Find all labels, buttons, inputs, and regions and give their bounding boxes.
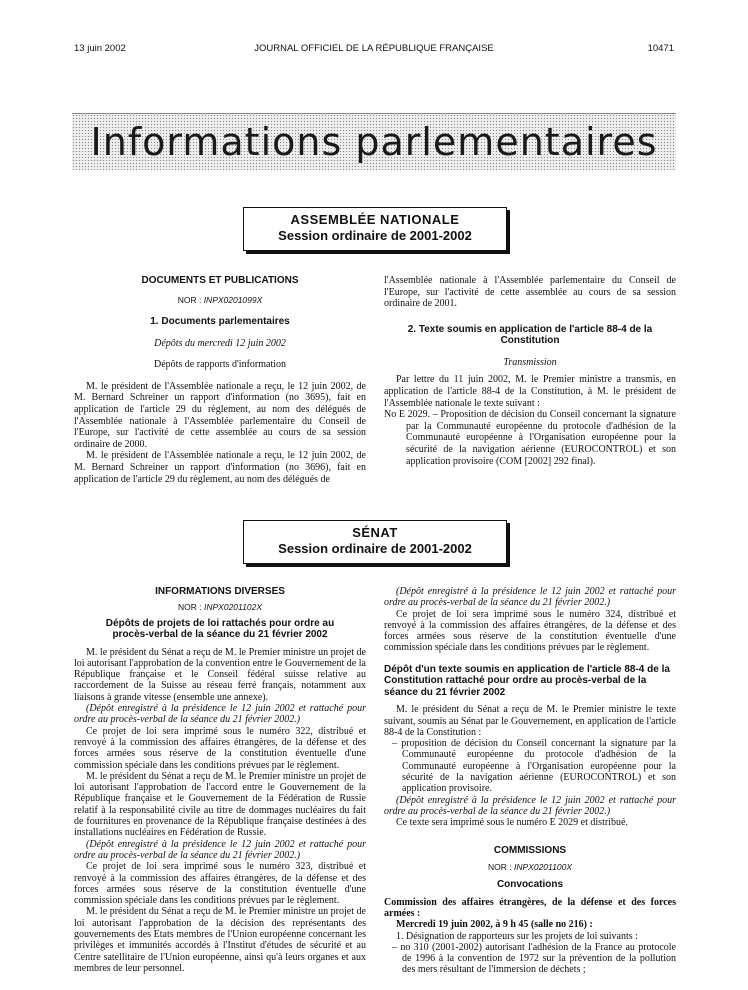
text-item-e2029: No E 2029. – Proposition de décision du Conseil concernant la signature par la Communauté européenne du protocole d'adhésion de la Communauté européenne à l'Organisation européenne pour la sécurité de la navigation aérienne (EUROCONTROL) et son application provisoire (COM [2002] 292 final).	[384, 409, 676, 467]
senat-right-column	[384, 586, 676, 976]
assemblee-session-box	[243, 207, 507, 251]
nor-code: INPX0201099X	[203, 294, 263, 305]
header-page-number: 10471	[647, 43, 674, 54]
paragraph: Ce texte sera imprimé sous le numéro E 2029 et distribué.	[396, 817, 628, 829]
documents-publications-heading: DOCUMENTS ET PUBLICATIONS	[141, 275, 299, 286]
nor-reference	[74, 295, 366, 307]
article-88-4-heading: Dépôt d'un texte soumis en application de l'article 88-4 de la Constitution rattaché pour ordre au procès-verbal de la séance du 21 février 2002	[384, 663, 670, 698]
commission-heading: Commission des affaires étrangères, de la défense et des forces armées :	[384, 896, 676, 919]
list-item: – proposition de décision du Conseil concernant la signature par la Communauté européenne du protocole d'adhésion de la Communauté européenne à l'Organisation européenne pour la sécurité de la navigation aérienne (EUROCONTROL) et son application provisoire.	[392, 738, 676, 795]
paragraph: Ce projet de loi sera imprimé sous le numéro 323, distribué et renvoyé à la commission des affaires étrangères, de la défense et des forces armées sous réserve de la constitution éventuelle d'une commission spéciale dans les conditions prévues par le règlement.	[74, 861, 366, 907]
nor-reference	[384, 862, 676, 873]
transmission-subheading: Transmission	[503, 356, 557, 368]
header-date: 13 juin 2002	[74, 43, 126, 54]
nor-code: INPX0201102X	[204, 602, 262, 613]
paragraph: Ce projet de loi sera imprimé sous le numéro 324, distribué et renvoyé à la commission des affaires étrangères, de la défense et des forces armées sous réserve de la constitution éventuelle d'une commission spéciale dans les conditions prévues par le règlement.	[384, 608, 676, 654]
reports-subheading: Dépôts de rapports d'information	[153, 359, 287, 371]
assemblee-box-title: ASSEMBLÉE NATIONALE	[290, 212, 460, 227]
paragraph: Ce projet de loi sera imprimé sous le numéro 322, distribué et renvoyé à la commission des affaires étrangères, de la défense et des forces armées sous réserve de la constitution éventuelle d'une commission spéciale dans les conditions prévues par le règlement.	[74, 725, 366, 771]
paragraph: M. le président de l'Assemblée nationale a reçu, le 12 juin 2002, de M. Bernard Schreiner un rapport d'information (no 3696), fait en application de l'article 29 du règlement, au nom des délégués de	[74, 450, 366, 485]
nor-label: NOR :	[178, 602, 202, 613]
senat-box-session: Session ordinaire de 2001-2002	[278, 541, 472, 556]
paragraph: M. le président du Sénat a reçu de M. le Premier ministre un projet de loi autorisant l'approbation de la décision des représentants des gouvernements des Etats membres de l'Union européenne concernant les privilèges et immunités accordés à l'Institut d'études de sécurité et au Centre satellitaire de l'Union européenne, ainsi qu'à leurs organes et aux membres de leur personnel.	[74, 906, 366, 974]
convocations-heading: Convocations	[496, 879, 564, 891]
paragraph: M. le président du Sénat a reçu de M. le Premier ministre le texte suivant, soumis au Sénat par le Gouvernement, en application de l'article 88-4 de la Constitution :	[384, 704, 676, 738]
article-88-4-heading: 2. Texte soumis en application de l'article 88-4 de la Constitution	[407, 323, 653, 347]
nor-label: NOR :	[177, 294, 202, 305]
paragraph: M. le président de l'Assemblée nationale a reçu, le 12 juin 2002, de M. Bernard Schreiner un rapport d'information (no 3695), fait en application de l'article 29 du règlement, au nom des délégués de l'Assemblée nationale à l'Assemblée parlementaire du Conseil de l'Europe, sur l'activité de cette assemblée au cours de sa session ordinaire de 2000.	[74, 380, 366, 450]
paragraph: Par lettre du 11 juin 2002, M. le Premier ministre a transmis, en application de l'article 88-4 de la Constitution, à M. le président de l'Assemblée nationale le texte suivant :	[384, 374, 676, 409]
assemblee-left-column	[74, 275, 366, 485]
projets-de-loi-heading: Dépôts de projets de loi rattachés pour ordre au procès-verbal de la séance du 21 février 2002	[105, 617, 335, 641]
assemblee-right-column	[384, 275, 676, 467]
senat-left-column	[74, 586, 366, 974]
senat-box-title: SÉNAT	[352, 525, 398, 540]
paragraph: M. le président du Sénat a reçu de M. le Premier ministre un projet de loi autorisant l'approbation de la convention entre le Gouvernement de la République française et le Conseil fédéral suisse relative au raccordement de la Suisse au réseau ferré français, notamment aux liaisons à grande vitesse (ensemble une annexe).	[74, 646, 366, 703]
deposit-date-line: Dépôts du mercredi 12 juin 2002	[154, 337, 286, 349]
nor-code: INPX0201100X	[514, 861, 572, 872]
section-banner	[72, 113, 676, 170]
deposit-note: (Dépôt enregistré à la présidence le 12 juin 2002 et rattaché pour ordre au procès-verbal de la séance du 21 février 2002.)	[384, 586, 676, 609]
nor-reference	[74, 602, 366, 613]
deposit-note: (Dépôt enregistré à la présidence le 12 juin 2002 et rattaché pour ordre au procès-verbal de la séance du 21 février 2002.)	[74, 703, 366, 726]
running-header	[74, 43, 674, 57]
banner-title: Informations parlementaires	[90, 120, 658, 164]
deposit-note: (Dépôt enregistré à la présidence le 12 juin 2002 et rattaché pour ordre au procès-verbal de la séance du 21 février 2002.)	[384, 794, 676, 817]
agenda-item: 1. Désignation de rapporteurs sur les projets de loi suivants :	[396, 930, 638, 942]
assemblee-box-session: Session ordinaire de 2001-2002	[278, 228, 472, 243]
deposit-note: (Dépôt enregistré à la présidence le 12 juin 2002 et rattaché pour ordre au procès-verbal de la séance du 21 février 2002.)	[74, 838, 366, 861]
paragraph: M. le président du Sénat a reçu de M. le Premier ministre un projet de loi autorisant l'approbation de l'accord entre le Gouvernement de la République française et le Gouvernement de la Fédération de Russie relatif à la responsabilité civile au titre de dommages nucléaires du fait de fournitures en provenance de la République française destinées à des installations nucléaires en Fédération de Russie.	[74, 770, 366, 839]
documents-parlementaires-heading: 1. Documents parlementaires	[150, 316, 290, 328]
nor-label: NOR :	[488, 861, 512, 872]
senat-session-box	[243, 520, 507, 564]
paragraph-continuation: l'Assemblée nationale à l'Assemblée parlementaire du Conseil de l'Europe, sur l'activité de cette assemblée au cours de sa session ordinaire de 2001.	[384, 275, 676, 310]
informations-diverses-heading: INFORMATIONS DIVERSES	[155, 586, 285, 597]
agenda-subitem: – no 310 (2001-2002) autorisant l'adhésion de la France au protocole de 1996 à la convention de 1972 sur la prévention de la pollution des mers résultant de l'immersion de déchets ;	[392, 941, 676, 976]
meeting-line: Mercredi 19 juin 2002, à 9 h 45 (salle no 216) :	[396, 919, 593, 931]
header-journal-title: JOURNAL OFFICIEL DE LA RÉPUBLIQUE FRANÇAISE	[254, 43, 494, 54]
commissions-heading: COMMISSIONS	[493, 844, 567, 856]
